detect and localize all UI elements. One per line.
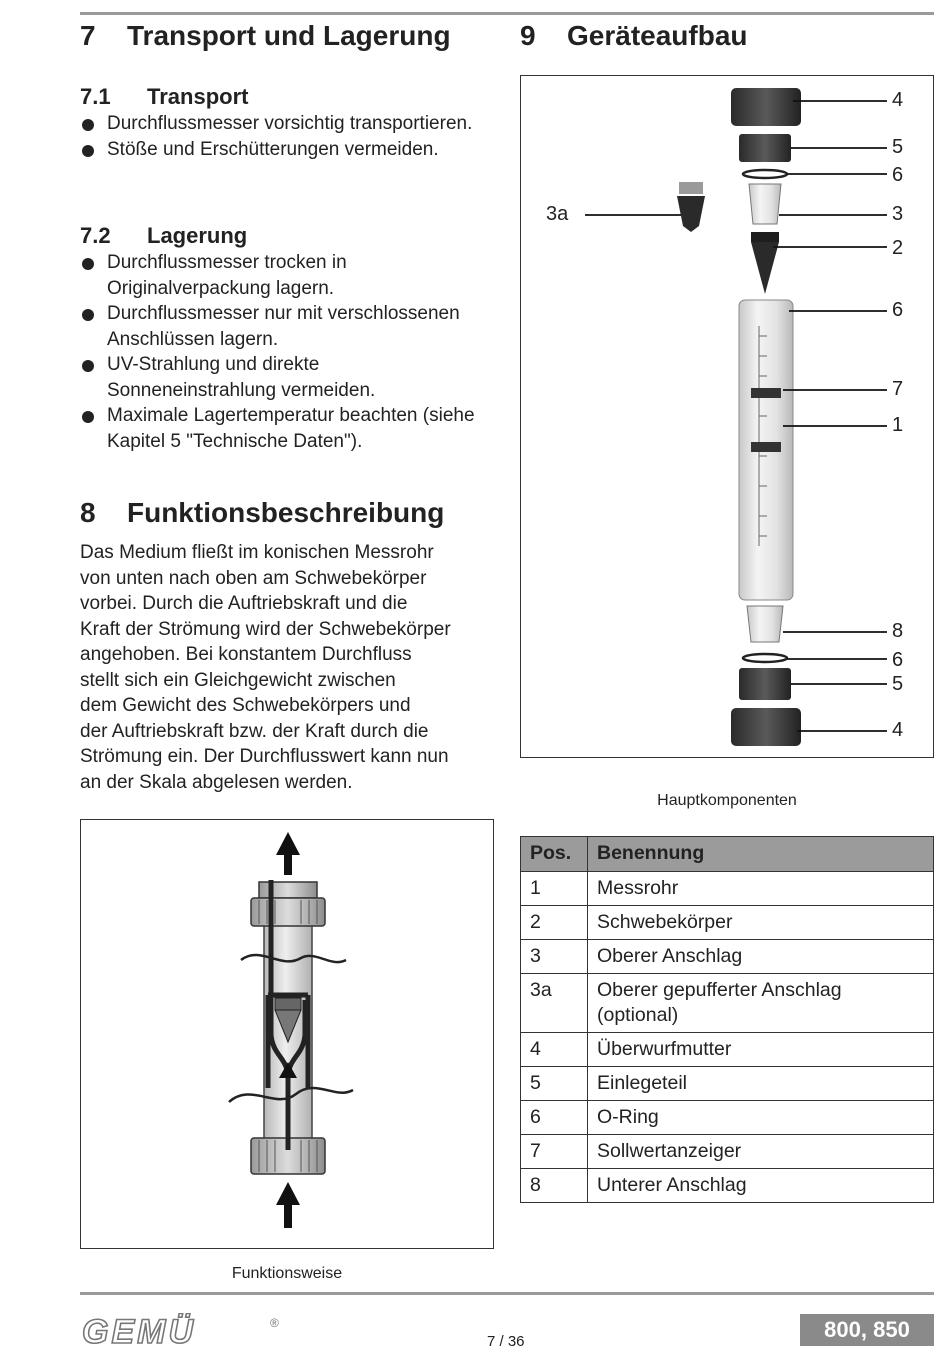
section-7-1-title: Transport [147, 84, 249, 109]
list-item: Durchflussmesser trocken in Originalverpackung lagern. [80, 250, 475, 301]
section-7-heading [80, 20, 451, 52]
table-row [521, 1101, 934, 1135]
list-item: Stöße und Erschütterungen vermeiden. [80, 137, 500, 163]
callout-label: 6 [892, 299, 904, 321]
section-7-number: 7 [80, 20, 96, 51]
section-7-1-number: 7.1 [80, 84, 111, 109]
list-item: Maximale Lagertemperatur beachten (siehe Kapitel 5 "Technische Daten"). [80, 403, 475, 454]
table-row [521, 974, 934, 1033]
section-7-1-heading [80, 84, 248, 110]
cell-name: Unterer Anschlag [588, 1169, 934, 1203]
cell-pos: 3 [521, 940, 588, 974]
cell-name: O-Ring [588, 1101, 934, 1135]
callout-label: 3 [892, 203, 904, 225]
section-9-heading [520, 20, 748, 52]
bottom-rule [80, 1292, 934, 1295]
callout-label: 5 [892, 136, 904, 158]
cell-name: Schwebekörper [588, 906, 934, 940]
cell-pos: 5 [521, 1067, 588, 1101]
gemu-logo [82, 1313, 282, 1354]
section-9-title: Geräteaufbau [567, 20, 748, 51]
col-header-pos: Pos. [521, 837, 588, 872]
logo-text: GEMÜ [82, 1313, 196, 1349]
table-row [521, 940, 934, 974]
callout-label: 6 [892, 164, 904, 186]
registered-mark: ® [270, 1316, 279, 1330]
function-description: Das Medium fließt im konischen Messrohr von unten nach oben am Schwebekörper vorbei. Durch die Auftriebskraft und die Kraft der Strömung wird der Schwebekörper angehoben. Bei konstantem Durchfluss stellt sich ein Gleichgewicht zwischen dem Gewicht des Schwebekörpers und der Auftriebskraft bzw. der Kraft durch die Strömung ein. Der Durchflusswert kann nun an der Skala abgelesen werden. [80, 542, 451, 793]
function-figure-caption: Funktionsweise [231, 1265, 343, 1282]
cell-pos: 4 [521, 1033, 588, 1067]
cell-name: Oberer gepufferter Anschlag (optional) [588, 974, 934, 1033]
col-header-name: Benennung [588, 837, 934, 872]
callout-label: 2 [892, 237, 904, 259]
section-8-number: 8 [80, 497, 96, 528]
callout-label: 8 [892, 620, 904, 642]
flowmeter-function-illustration [81, 820, 492, 1247]
section-8-title: Funktionsbeschreibung [127, 497, 445, 528]
section-8-heading [80, 497, 444, 529]
table-row [521, 1135, 934, 1169]
list-item: UV-Strahlung und direkte Sonneneinstrahlung vermeiden. [80, 352, 475, 403]
table-row [521, 1067, 934, 1101]
storage-list [80, 250, 475, 454]
table-row [521, 1169, 934, 1203]
callout-label: 4 [892, 89, 904, 111]
function-figure [80, 819, 494, 1249]
components-table [520, 836, 934, 1203]
callout-label: 7 [892, 378, 904, 400]
callout-label-3a: 3a [546, 203, 569, 225]
components-figure [520, 75, 934, 758]
cell-pos: 3a [521, 974, 588, 1033]
section-7-2-title: Lagerung [147, 223, 248, 248]
callout-label: 5 [892, 673, 904, 695]
table-row [521, 906, 934, 940]
table-row [521, 872, 934, 906]
section-7-2-number: 7.2 [80, 223, 111, 248]
callout-label: 1 [892, 414, 904, 436]
table-header-row [521, 837, 934, 872]
cell-name: Oberer Anschlag [588, 940, 934, 974]
model-badge: 800, 850 [800, 1314, 934, 1346]
components-figure-caption: Hauptkomponenten [657, 792, 797, 809]
cell-name: Überwurfmutter [588, 1033, 934, 1067]
cell-name: Messrohr [588, 872, 934, 906]
section-9-number: 9 [520, 20, 536, 51]
cell-pos: 1 [521, 872, 588, 906]
page-number: 7 / 36 [487, 1333, 525, 1350]
cell-pos: 6 [521, 1101, 588, 1135]
cell-name: Sollwertanzeiger [588, 1135, 934, 1169]
transport-list [80, 111, 500, 162]
list-item: Durchflussmesser vorsichtig transportieren. [80, 111, 500, 137]
cell-pos: 2 [521, 906, 588, 940]
callout-label: 4 [892, 719, 904, 741]
exploded-view-illustration [521, 76, 932, 756]
logo-wordmark [82, 1313, 282, 1349]
top-rule [80, 12, 934, 15]
cell-name: Einlegeteil [588, 1067, 934, 1101]
section-7-2-heading [80, 223, 247, 249]
table-row [521, 1033, 934, 1067]
cell-pos: 7 [521, 1135, 588, 1169]
cell-pos: 8 [521, 1169, 588, 1203]
list-item: Durchflussmesser nur mit verschlossenen Anschlüssen lagern. [80, 301, 475, 352]
callout-label: 6 [892, 649, 904, 671]
section-7-title: Transport und Lagerung [127, 20, 451, 51]
